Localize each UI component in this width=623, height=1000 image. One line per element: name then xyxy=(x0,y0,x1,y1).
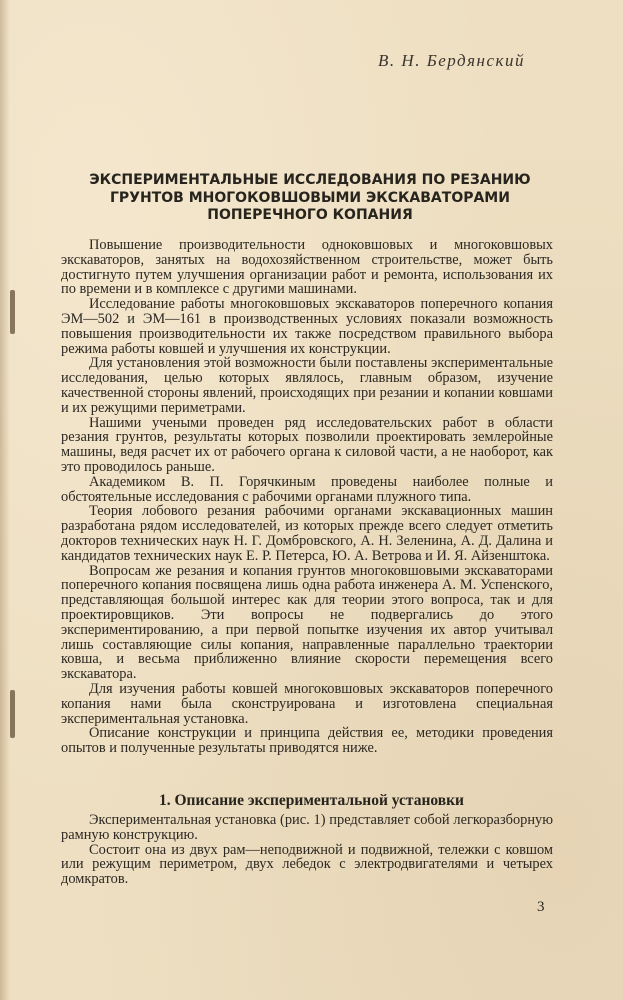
paragraph: Для установления этой возможности были поставлены экспериментальные исследования, целью которых являлось, главным образом, изучение качественной стороны явлений, происходящих при резании и копании ковшами и их режущими периметрами. xyxy=(61,355,553,416)
section-heading: 1. Описание экспериментальной установки xyxy=(158,792,464,809)
paragraph: Вопросам же резания и копания грунтов многоковшовыми экскаваторами поперечного копания посвящена лишь одна работа инженера А. М. Успенского, представляющая большой интерес как для теории этого вопроса, так и для проектировщиков. Эти вопросы не подвергались до этого экспериментированию, а при первой попытке изучения их автор учитывал лишь составляющие силы копания, направленные параллельно траектории ковша, и весьма приближенно влияние скорости перемещения всего экскаватора. xyxy=(61,562,553,683)
title-line: ПОПЕРЕЧНОГО КОПАНИЯ xyxy=(207,207,413,223)
binding-edge-shadow xyxy=(0,0,10,1000)
title-line: ГРУНТОВ МНОГОКОВШОВЫМИ ЭКСКАВАТОРАМИ xyxy=(110,189,510,206)
article-body xyxy=(61,238,553,756)
author-name: В. Н. Бердянский xyxy=(378,51,525,70)
paragraph: Исследование работы многоковшовых экскаваторов поперечного копания ЭМ—502 и ЭМ—161 в производственных условиях показали возможность повышения производительности их также посредством правильного выбора режима работы ковшей и улучшения их конструкции. xyxy=(61,296,553,357)
page-number: 3 xyxy=(537,899,545,915)
paragraph: Нашими учеными проведен ряд исследовательских работ в области резания грунтов, результаты которых позволили проектировать землеройные машины, ведя расчет их от рабочего органа к силовой части, а не наоборот, как это проводилось раньше. xyxy=(61,414,553,475)
paragraph: Повышение производительности одноковшовых и многоковшовых экскаваторов, занятых на водохозяйственном строительстве, может быть достигнуто путем улучшения организации работ и ремонта, использования их по времени и в комплексе с другими машинами. xyxy=(61,237,553,298)
paragraph: Состоит она из двух рам—неподвижной и подвижной, тележки с ковшом или режущим периметром, двух лебедок с электродвигателями и четырех домкратов. xyxy=(61,841,553,888)
staple-mark-bottom xyxy=(10,690,15,738)
paragraph: Академиком В. П. Горячкиным проведены наиболее полные и обстоятельные исследования с рабочими органами плужного типа. xyxy=(61,473,553,505)
paragraph: Описание конструкции и принципа действия ее, методики проведения опытов и полученные результаты приводятся ниже. xyxy=(61,725,553,757)
paragraph: Теория лобового резания рабочими органами экскавационных машин разработана рядом исследователей, из которых прежде всего следует отметить докторов технических наук Н. Г. Домбровского, А. Н. Зеленина, А. Д. Далина и кандидатов технических наук Е. Р. Петерса, Ю. А. Ветрова и И. Я. Айзенштока. xyxy=(61,503,553,564)
title-line: ЭКСПЕРИМЕНТАЛЬНЫЕ ИССЛЕДОВАНИЯ ПО РЕЗАНИЮ xyxy=(89,172,531,188)
paragraph: Для изучения работы ковшей многоковшовых экскаваторов поперечного копания нами была сконструирована и изготовлена специальная экспериментальная установка. xyxy=(61,680,553,727)
staple-mark-top xyxy=(10,290,15,334)
paragraph: Экспериментальная установка (рис. 1) представляет собой легкоразборную рамную конструкцию. xyxy=(61,812,553,843)
article-title xyxy=(60,172,560,225)
section-body xyxy=(61,813,553,887)
